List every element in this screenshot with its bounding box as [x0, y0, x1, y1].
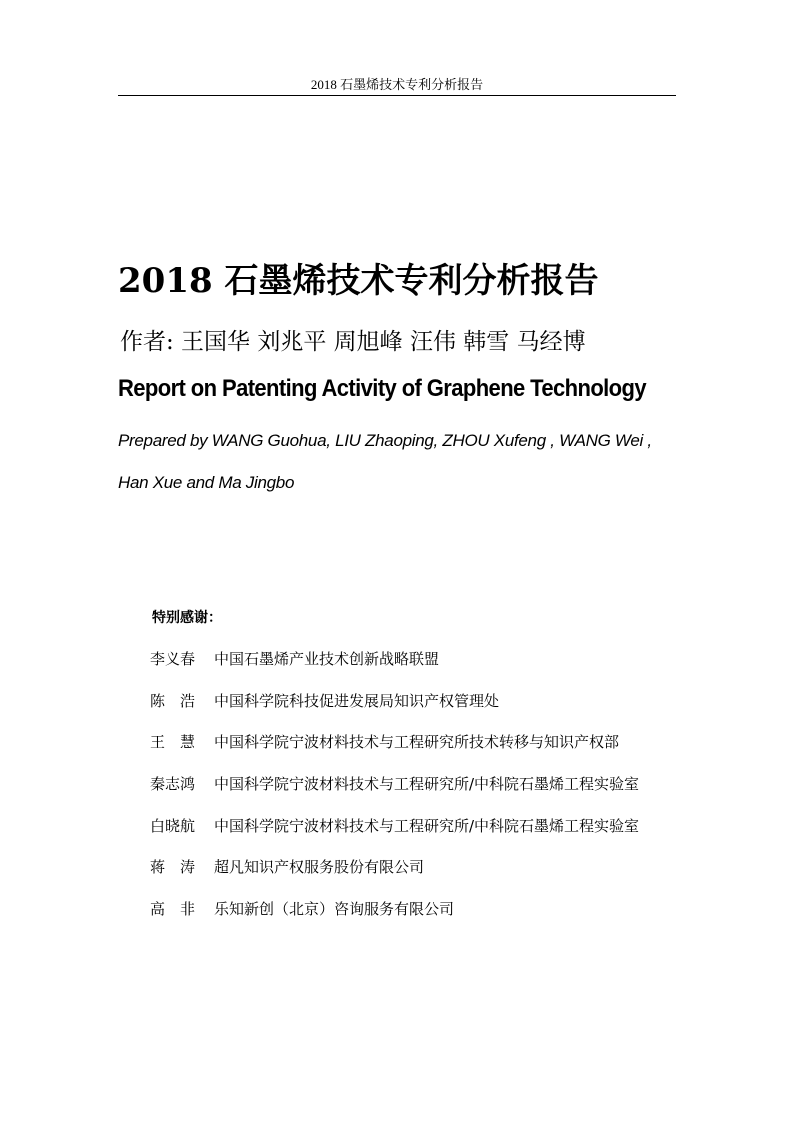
acknowledgement-org: 中国科学院宁波材料技术与工程研究所技术转移与知识产权部 — [214, 733, 620, 752]
acknowledgement-name: 陈 浩 — [150, 691, 196, 710]
authors-line: 作者: 王国华 刘兆平 周旭峰 汪伟 韩雪 马经博 — [120, 329, 586, 355]
acknowledgement-org: 中国科学院科技促进发展局知识产权管理处 — [214, 691, 500, 710]
acknowledgement-item — [150, 772, 710, 814]
running-header-title: 2018 石墨烯技术专利分析报告 — [310, 77, 484, 92]
acknowledgement-item — [150, 814, 710, 856]
acknowledgement-item — [150, 855, 710, 897]
acknowledgement-org: 中国科学院宁波材料技术与工程研究所/中科院石墨烯工程实验室 — [214, 816, 640, 835]
acknowledgements-list — [150, 647, 710, 939]
english-title: Report on Patenting Activity of Graphene Technology — [118, 374, 646, 402]
prepared-by-line-2: Han Xue and Ma Jingbo — [118, 473, 295, 492]
acknowledgement-org: 中国科学院宁波材料技术与工程研究所/中科院石墨烯工程实验室 — [214, 775, 640, 794]
acknowledgements-heading: 特别感谢： — [152, 610, 222, 626]
acknowledgement-name: 白晓航 — [150, 816, 196, 835]
acknowledgement-name: 王 慧 — [150, 733, 196, 752]
acknowledgement-item — [150, 730, 710, 772]
report-title: 2018 石墨烯技术专利分析报告 — [118, 261, 599, 301]
acknowledgement-name: 李义春 — [150, 650, 196, 668]
acknowledgement-org: 超凡知识产权服务股份有限公司 — [214, 858, 425, 877]
acknowledgement-org: 乐知新创（北京）咨询服务有限公司 — [214, 900, 455, 919]
acknowledgement-name: 秦志鸿 — [150, 775, 196, 794]
prepared-by — [118, 420, 698, 504]
acknowledgement-item — [150, 647, 710, 689]
acknowledgement-item — [150, 689, 710, 731]
acknowledgement-org: 中国石墨烯产业技术创新战略联盟 — [214, 650, 440, 668]
running-header — [118, 75, 676, 96]
acknowledgement-item — [150, 897, 710, 939]
acknowledgement-name: 蒋 涛 — [150, 858, 196, 877]
prepared-by-line-1: Prepared by WANG Guohua, LIU Zhaoping, ZHOU Xufeng , WANG Wei , — [118, 431, 652, 450]
acknowledgement-name: 高 非 — [150, 900, 196, 919]
